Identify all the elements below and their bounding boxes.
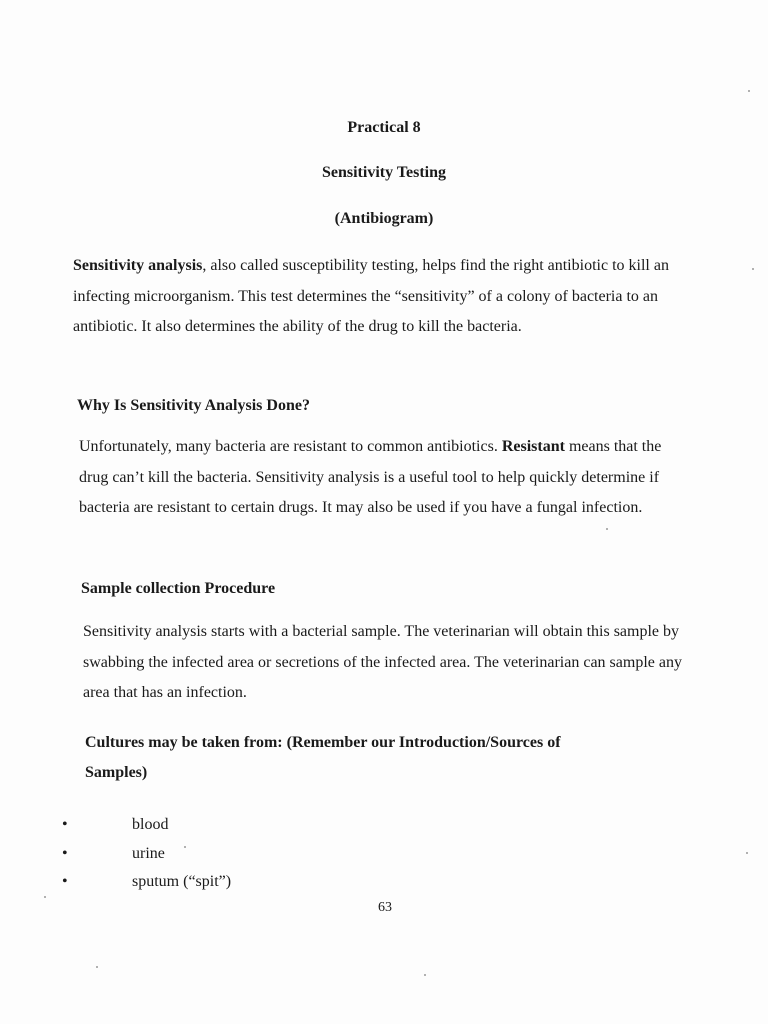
practical-title: Practical 8 bbox=[347, 119, 421, 136]
list-item bbox=[62, 816, 362, 840]
intro-paragraph bbox=[73, 251, 673, 343]
scan-speck bbox=[44, 896, 46, 898]
cultures-heading-line1: Cultures may be taken from: (Remember our Introduction/Sources of bbox=[85, 734, 561, 751]
list-item bbox=[62, 873, 362, 897]
list-item-text: blood bbox=[132, 816, 169, 833]
cultures-heading-line2: Samples) bbox=[85, 764, 148, 781]
why-paragraph bbox=[79, 432, 679, 524]
scan-speck bbox=[606, 528, 608, 530]
page-number: 63 bbox=[378, 900, 392, 915]
intro-bold-term: Sensitivity analysis bbox=[73, 257, 203, 274]
scan-speck bbox=[748, 90, 750, 92]
section-heading-why: Why Is Sensitivity Analysis Done? bbox=[77, 397, 310, 414]
scan-speck bbox=[184, 846, 186, 848]
why-text-before: Unfortunately, many bacteria are resistant to common antibiotics. bbox=[79, 438, 502, 455]
scan-speck bbox=[752, 268, 754, 270]
intro-text: , also called susceptibility testing, helps find the right antibiotic to kill an infecting microorganism. This test determines the “sensitivity” of a colony of bacteria to an antibiotic. It also determines the ability of the drug to kill the bacteria. bbox=[73, 257, 669, 335]
bullet-icon: • bbox=[62, 816, 68, 833]
sample-collection-paragraph: Sensitivity analysis starts with a bacterial sample. The veterinarian will obtain this sample by swabbing the infected area or secretions of the infected area. The veterinarian can sample any area that has an infection. bbox=[83, 623, 682, 701]
list-item-text: urine bbox=[132, 845, 165, 862]
scan-speck bbox=[424, 974, 426, 976]
document-subtitle-antibiogram: (Antibiogram) bbox=[334, 210, 434, 227]
section-heading-sample-collection: Sample collection Procedure bbox=[81, 580, 276, 597]
why-text-after: means that the drug can’t kill the bacteria. Sensitivity analysis is a useful tool to help quickly determine if bacteria are resistant to certain drugs. It may also be used if you have a fungal infection. bbox=[79, 438, 662, 516]
scan-speck bbox=[96, 966, 98, 968]
document-subtitle: Sensitivity Testing bbox=[321, 164, 447, 181]
resistant-term: Resistant bbox=[501, 438, 565, 455]
list-item bbox=[62, 845, 362, 869]
list-item-text: sputum (“spit”) bbox=[132, 873, 232, 890]
bullet-icon: • bbox=[62, 873, 68, 890]
scan-speck bbox=[746, 852, 748, 854]
bullet-icon: • bbox=[62, 845, 68, 862]
